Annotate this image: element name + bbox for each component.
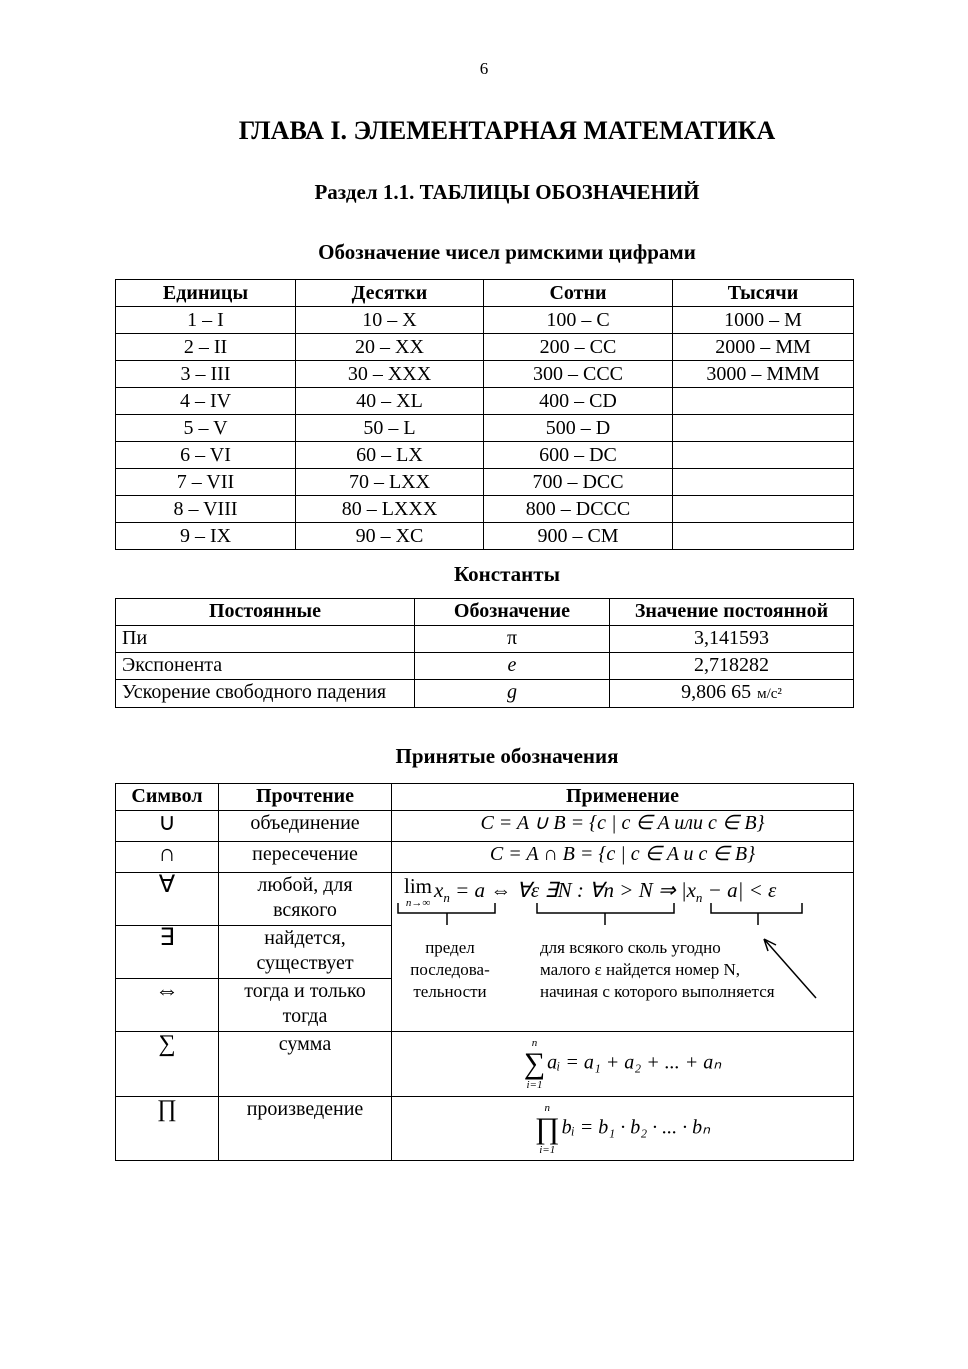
table-row <box>116 626 854 653</box>
constants-table-title: Константы <box>454 562 560 586</box>
table-cell: 7 – VII <box>116 469 296 496</box>
table-cell: 4 – IV <box>116 388 296 415</box>
table-row <box>116 523 854 550</box>
table-cell <box>673 442 854 469</box>
table-row <box>116 842 854 873</box>
table-row <box>116 1032 854 1097</box>
table-cell: 900 – CM <box>484 523 673 550</box>
symbol-intersection: ∩ <box>116 842 219 873</box>
table-cell: 90 – XC <box>296 523 484 550</box>
table-cell: 200 – CC <box>484 334 673 361</box>
table-row <box>116 496 854 523</box>
reading: тогда и только тогда <box>219 979 392 1032</box>
reading: пересечение <box>219 842 392 873</box>
table-row <box>116 388 854 415</box>
lim-subscript: n→∞ <box>405 897 431 909</box>
reading: сумма <box>219 1032 392 1097</box>
note-line: малого ε найдется номер N, <box>540 960 741 979</box>
table-cell <box>673 415 854 442</box>
table-cell: 50 – L <box>296 415 484 442</box>
constant-symbol: g <box>415 680 610 708</box>
table-row <box>116 334 854 361</box>
table-cell: 5 – V <box>116 415 296 442</box>
formula-union: C = A ∪ B = {c | c ∈ A или c ∈ B} <box>392 811 854 842</box>
limit-note: предел последова-тельности <box>410 938 490 1001</box>
constant-name: Пи <box>116 626 415 653</box>
note-line: начиная с которого выполняется <box>540 982 775 1001</box>
limit-definition-cell <box>392 873 854 1032</box>
n-sub: n <box>443 890 450 905</box>
table-cell: 30 – XXX <box>296 361 484 388</box>
symbol-exists: ∃ <box>116 926 219 979</box>
table-cell <box>673 388 854 415</box>
table-cell: 3000 – MMM <box>673 361 854 388</box>
table-cell: 6 – VI <box>116 442 296 469</box>
notation-table <box>115 783 854 1161</box>
table-cell: 2 – II <box>116 334 296 361</box>
table-row <box>116 873 854 926</box>
column-header: Применение <box>392 784 854 811</box>
symbol-iff: ⇔ <box>116 979 219 1032</box>
column-header: Единицы <box>116 280 296 307</box>
column-header: Постоянные <box>116 599 415 626</box>
table-cell: 600 – DC <box>484 442 673 469</box>
symbol-union: ∪ <box>116 811 219 842</box>
constant-name: Ускорение свободного падения <box>116 680 415 708</box>
table-cell <box>673 496 854 523</box>
note-line: для всякого сколь угодно <box>540 938 721 957</box>
constant-symbol: π <box>415 626 610 653</box>
column-header: Сотни <box>484 280 673 307</box>
column-header: Прочтение <box>219 784 392 811</box>
table-cell: 3 – III <box>116 361 296 388</box>
column-header: Символ <box>116 784 219 811</box>
table-cell: 500 – D <box>484 415 673 442</box>
formula-part1: = a ⇔ ∀ε ∃N : ∀n > N ⇒ |x <box>455 877 696 902</box>
reading: произведение <box>219 1097 392 1161</box>
table-cell: 80 – LXXX <box>296 496 484 523</box>
column-header: Тысячи <box>673 280 854 307</box>
product-body: bᵢ = b₁ · b₂ · ... · bₙ <box>561 1116 711 1139</box>
table-cell: 20 – XX <box>296 334 484 361</box>
table-cell: 40 – XL <box>296 388 484 415</box>
table-row <box>116 653 854 680</box>
table-cell: 300 – CCC <box>484 361 673 388</box>
table-row <box>116 469 854 496</box>
table-row <box>116 415 854 442</box>
sum-body: aᵢ = a₁ + a₂ + ... + aₙ <box>547 1051 722 1074</box>
table-row <box>116 442 854 469</box>
table-cell: 9 – IX <box>116 523 296 550</box>
lower-limit: i=1 <box>539 1143 556 1156</box>
table-row <box>116 307 854 334</box>
constant-value: 3,141593 <box>694 627 769 649</box>
constant-value: 9,806 65 <box>681 681 752 703</box>
n-sub: n <box>695 890 703 905</box>
roman-table-title: Обозначение чисел римскими цифрами <box>318 240 696 264</box>
constant-unit: м/с² <box>757 686 782 702</box>
table-cell: 1000 – M <box>673 307 854 334</box>
constant-value: 2,718282 <box>694 654 769 676</box>
column-header: Десятки <box>296 280 484 307</box>
table-cell: 800 – DCCC <box>484 496 673 523</box>
upper-limit: n <box>544 1101 550 1114</box>
lim-text: lim <box>404 874 433 898</box>
table-cell: 8 – VIII <box>116 496 296 523</box>
table-cell: 60 – LX <box>296 442 484 469</box>
constant-value-cell <box>610 626 854 653</box>
section-title: Раздел 1.1. ТАБЛИЦЫ ОБОЗНАЧЕНИЙ <box>314 180 700 204</box>
lower-limit: i=1 <box>526 1079 543 1091</box>
table-row <box>116 361 854 388</box>
symbol-forall: ∀ <box>116 873 219 926</box>
formula-product <box>392 1097 854 1161</box>
table-cell: 2000 – MM <box>673 334 854 361</box>
sum-operator: ∑ <box>523 1047 546 1080</box>
table-cell: 700 – DCC <box>484 469 673 496</box>
notation-table-title: Принятые обозначения <box>395 744 619 768</box>
reading: объединение <box>219 811 392 842</box>
constant-value-cell <box>610 653 854 680</box>
table-row <box>116 680 854 708</box>
table-row <box>116 811 854 842</box>
x-var: x <box>434 877 444 902</box>
table-cell: 400 – CD <box>484 388 673 415</box>
constants-table <box>115 598 854 708</box>
table-cell <box>673 469 854 496</box>
table-cell: 10 – X <box>296 307 484 334</box>
symbol-product: ∏ <box>116 1097 219 1161</box>
column-header: Обозначение <box>415 599 610 626</box>
roman-numerals-table <box>115 279 854 550</box>
table-cell: 70 – LXX <box>296 469 484 496</box>
chapter-title: ГЛАВА I. ЭЛЕМЕНТАРНАЯ МАТЕМАТИКА <box>238 116 776 145</box>
symbol-sum: ∑ <box>116 1032 219 1097</box>
table-row <box>116 1097 854 1161</box>
reading: найдется, существует <box>219 926 392 979</box>
constant-name: Экспонента <box>116 653 415 680</box>
upper-limit: n <box>531 1037 538 1049</box>
formula-sum <box>392 1032 854 1097</box>
epsilon-note <box>540 937 775 1003</box>
reading: любой, для всякого <box>219 873 392 926</box>
constant-symbol: e <box>415 653 610 680</box>
formula-part2: − a| < ε <box>702 877 777 902</box>
table-cell: 100 – C <box>484 307 673 334</box>
page-number: 6 <box>479 59 489 78</box>
column-header: Значение постоянной <box>610 599 854 626</box>
product-operator: ∏ <box>534 1111 560 1145</box>
table-cell: 1 – I <box>116 307 296 334</box>
formula-intersection: C = A ∩ B = {c | c ∈ A и c ∈ B} <box>392 842 854 873</box>
table-cell <box>673 523 854 550</box>
constant-value-cell <box>610 680 854 708</box>
